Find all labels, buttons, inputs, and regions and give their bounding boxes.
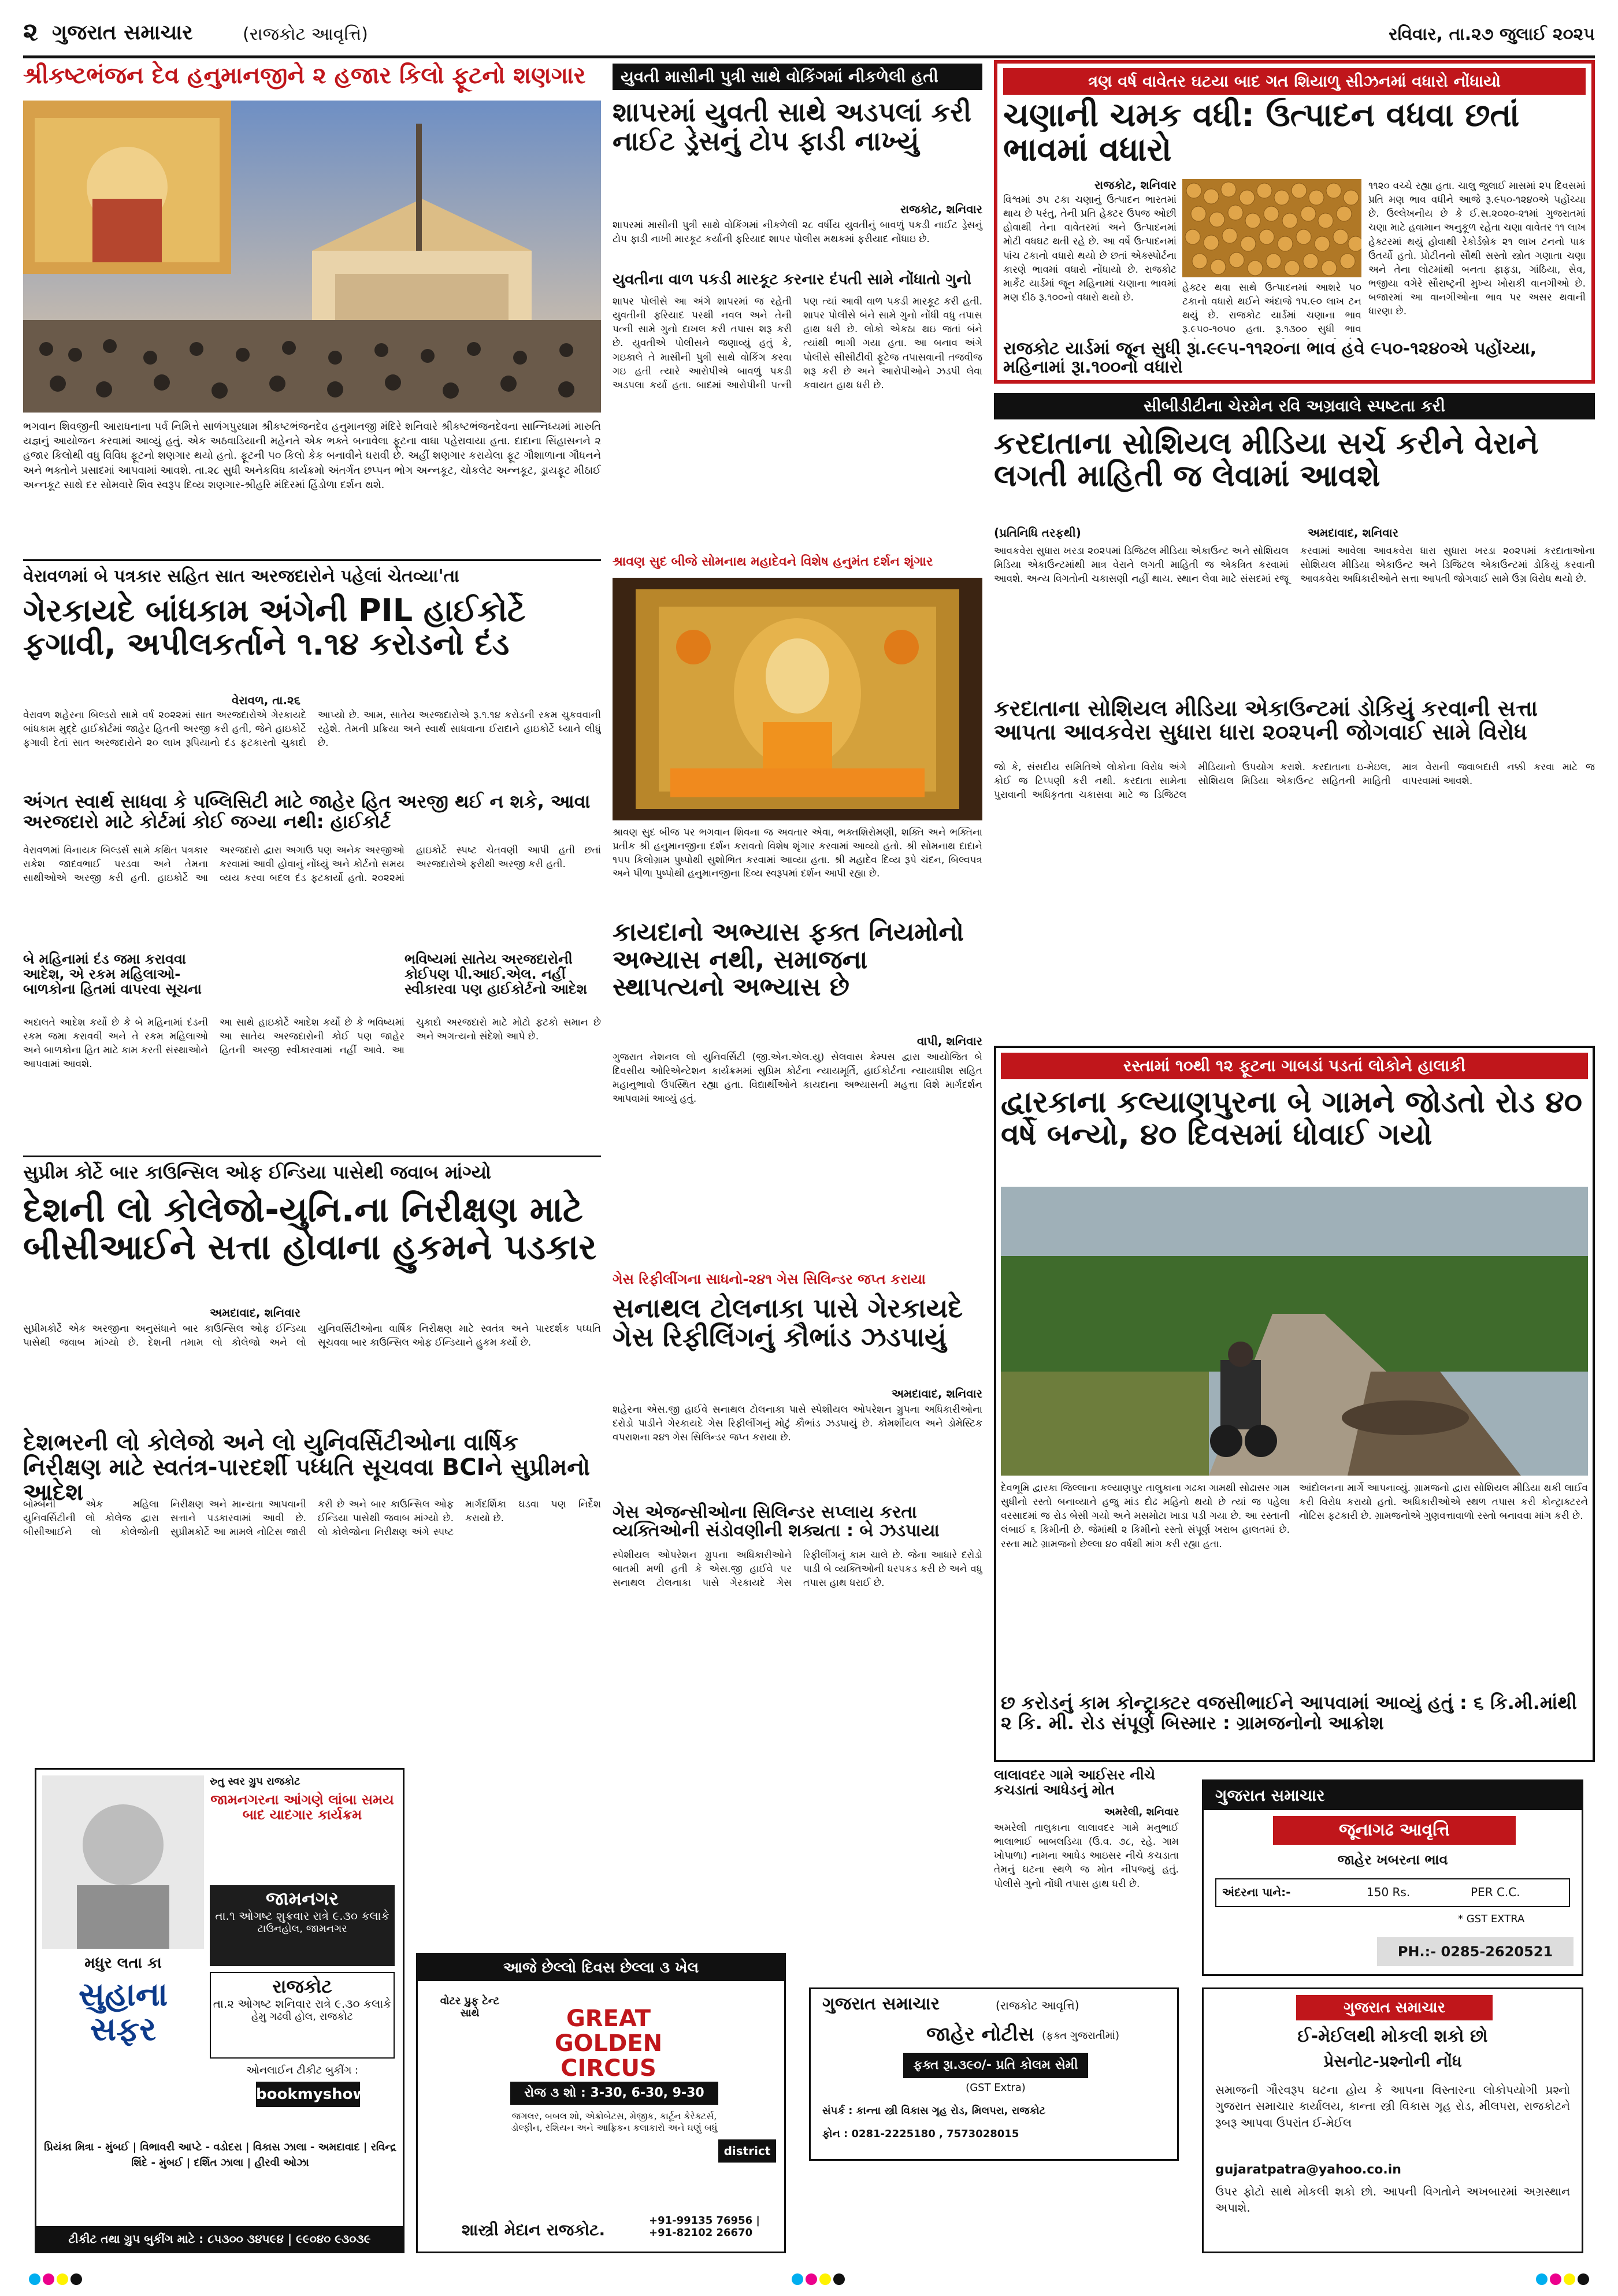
story-cbdt [994, 393, 1595, 1040]
junagadh-gst: * GST EXTRA [1458, 1913, 1525, 1925]
city-venue: ટાઉનહોલ, જામનગર [257, 1922, 347, 1935]
ad-tagline: જામનગરના આંગણે લાંબા સમય બાદ યાદગાર કાર્યક્રમ [210, 1792, 394, 1823]
ad-city-1 [210, 1885, 395, 1966]
story-law-study [613, 919, 982, 1265]
story-dateline: રાજકોટ, શનિવાર [900, 202, 982, 216]
road-photo [1001, 1187, 1588, 1476]
ad-booking-footer: ટીકીટ તથા ગ્રુપ બુકીંગ માટે : ૮૫૩૦૦ ૩૪૫૯૪ | ૯૯૦૪૦ ૯૩૦૩૯ [36, 2226, 403, 2252]
story-kicker: ત્રણ વર્ષ વાવેતર ઘટયા બાદ ગત શિયાળુ સીઝનમાં વધારો નોંધાયો [1003, 68, 1586, 95]
chickpea-photo [1182, 179, 1361, 277]
junagadh-phone: PH.:- 0285-2620521 [1377, 1937, 1574, 1966]
story-subhead: યુવતીના વાળ પકડી મારકૂટ કરનાર દંપતી સામે નોંધાતો ગુનો [613, 271, 972, 288]
notice-gst: (GST Extra) [966, 2082, 1026, 2094]
divider [23, 1156, 601, 1157]
junagadh-edition: જૂનાગઢ આવૃત્તિ [1273, 1816, 1516, 1845]
bookmyshow-badge: bookmyshow [256, 2082, 360, 2107]
city-venue: હેમુ ગઢવી હોલ, રાજકોટ [251, 2010, 354, 2023]
story-dateline: વેરાવળ, તા.૨૬ [231, 693, 300, 707]
temple-photo [23, 101, 601, 413]
somnath-photo [613, 578, 982, 820]
ad-subtitle: મધુર લતા કા [84, 1955, 162, 1972]
story-dateline: અમદાવાદ, શનિવાર [1308, 526, 1398, 540]
story-body: દેવભૂમિ દ્વારકા જિલ્લાના કલ્યાણપુર તાલુકાના ગઢકા ગામથી સોઢાસર ગામ સુધીનો રસ્તો બનાવ્યાને હજુ માંડ દોઢ મહિનો થયો છે ત્યાં જ પહેલા વરસાદમાં જ રોડ બેસી ગયો અને મસમોટા ખાડા પડી ગયા છે. આ રસ્તાની લંબાઈ ૬ કિમીની છે. જેમાંથી ૨ કિમીનો રસ્તો સંપૂર્ણ ખરાબ હાલતમાં છે. રસ્તા માટે ગ્રામજનો છેલ્લા ૪૦ વર્ષથી માંગ કરી રહ્યા હતા. [1001, 1483, 1290, 1550]
notice-paper: ગુજરાત સમાચાર [822, 1994, 940, 2014]
print-marks [23, 2271, 1595, 2288]
story-bci [23, 1161, 601, 1762]
story-body-2: જો કે, સંસદીય સમિતિએ લોકોના વિરોધ અંગે કોઈ જ ટિપ્પણી કરી નથી. કરદાતા સામેના પુરાવાની અધિકૃતતા ચકાસવા માટે જ ડિજિટલ મીડિયાનો ઉપયોગ કરાશે. કરદાતાના ઇ-મેઇલ, સોશિયલ મિડિયા એકાઉન્ટ સહિતની માહિતી માત્ર વેરાની જવાબદારી નક્કી કરવા માટે જ વાપરવામાં આવશે. [994, 761, 1595, 801]
road-illustration [1001, 1187, 1588, 1476]
city-date: તા.૧ ઓગષ્ટ શુક્રવાર રાત્રે ૯.૩૦ કલાકે [215, 1908, 389, 1923]
story-gas [613, 1271, 982, 1762]
notice-contact: સંપર્ક : કાન્તા સ્ત્રી વિકાસ ગૃહ રોડ, મિલપરા, રાજકોટ [822, 2105, 1046, 2117]
story-subhead-3: ભવિષ્યમાં સાતેય અરજદારોની કોઈપણ પી.આઈ.એલ. નહીં સ્વીકારવા પણ હાઈકોર્ટનો આદેશ [404, 951, 588, 997]
press-paper: ગુજરાત સમાચાર [1296, 1995, 1493, 2020]
circus-top-banner: આજે છેલ્લો દિવસ છેલ્લા ૩ ખેલ [418, 1955, 784, 1981]
story-body-2: શાપર પોલીસે આ અંગે શાપરમાં જ રહેતી યુવતીની ફરિયાદ પરથી નવલ અને તેની પત્ની સામે ગુનો દાખલ કરી તપાસ શરૂ કરી છે. યુવતીએ પોલીસને જણાવ્યું હતું કે, ગઇકાલે તે માસીની પુત્રી સાથે વોકિંગ કરવા ગઇ હતી ત્યારે આરોપીએ બાવળું પકડી અડપલા કર્યા હતા. બાદમાં આરોપીની પત્ની પણ ત્યાં આવી વાળ પકડી મારકૂટ કરી હતી. શાપર પોલીસે બંને સામે ગુનો નોંધી વધુ તપાસ હાથ ધરી છે. લોકો એકઠા થઇ જતાં બંને ત્યાંથી ભાગી ગયા હતા. આ બનાવ અંગે પોલીસે સીસીટીવી ફૂટેજ તપાસવાની તજવીજ શરૂ કરી છે અને આરોપીઓને ઝડપી લેવા કવાયત હાથ ધરી છે. [613, 296, 982, 391]
junagadh-title: જાહેર ખબરના ભાવ [1337, 1852, 1448, 1868]
story-body: વેરાવળ શહેરના બિલ્ડરો સામે વર્ષ ૨૦૨૨માં સાત અરજદારોએ ગેરકાયદે બાંધકામ મુદ્દે હાઈકોર્ટમાં જાહેર હિતની અરજી કરી હતી, જેને હાઇકોર્ટે ફગાવી દેતાં સાત અરજદારોને ૨૦ લાખ રૂપિયાનો દંડ ફટકારતો ચુકાદો આપ્યો છે. આમ, સાતેય અરજદારોએ રૂ.૧.૧૪ કરોડની રકમ ચુકવવાની રહેશે. તેમની પ્રક્રિયા અને સ્વાર્થ સાધવાના ઈરાદાને હાઇકોર્ટે ધ્યાને લીધું છે. [23, 709, 601, 749]
story-dateline: રાજકોટ, શનિવાર [1094, 178, 1177, 192]
story-subhead-2: બે મહિનામાં દંડ જમા કરાવવા આદેશ, એ રકમ મહિલાઓ-બાળકોના હિતમાં વાપરવા સૂચના [23, 951, 202, 997]
circus-tag: વોટર પ્રુફ ટેન્ટ સાથે [440, 1995, 500, 2019]
story-body-4: આ સાથે હાઇકોર્ટે આદેશ કર્યો છે કે ભવિષ્યમાં આ સાતેય અરજદારોની કોઈ પણ જાહેર હિતની અરજી સ્વીકારવામાં નહીં આવે. આ ચુકાદો અરજદારો માટે મોટો ફટકો સમાન છે અને અગત્યનો સંદેશો આપે છે. [220, 1017, 601, 1057]
story-body: સુપ્રીમકોર્ટે એક અરજીના અનુસંધાને બાર કાઉન્સિલ ઓફ ઈન્ડિયા પાસેથી જવાબ માંગ્યો છે. દેશની તમામ લો કોલેજો અને લો યુનિવર્સિટીઓના વાર્ષિક નિરીક્ષણ માટે સ્વતંત્ર અને પારદર્શક પધ્ધતિ સૂચવવા બાર કાઉન્સિલ ઓફ ઈન્ડિયાને હુકમ કર્યો છે. [23, 1323, 601, 1349]
chickpea-illustration [1182, 179, 1361, 277]
ad-city-2 [210, 1972, 395, 2059]
story-headline: ચણાની ચમક વધી: ઉત્પાદન વધવા છતાં ભાવમાં વધારો [1003, 96, 1520, 169]
story-body-3: ૧૧૨૦ વચ્ચે રહ્યા હતા. ચાલુ જુલાઈ માસમાં ૨૫ દિવસમાં પ્રતિ મણ ભાવ વધીને આજે રૂ.૯૫૦-૧૨૪૦એ પહોંચ્યા છે. ઉલ્લેખનીય છે કે ઈ.સ.૨૦૨૦-૨૧માં ગુજરાતમાં ચણા માટે હવામાન અનુકૂળ રહેતા ચણા વાવેતર ૧૧ લાખ હેક્ટરમાં થયું હોવાથી રેકોર્ડબ્રેક ૨૧ લાખ ટનનો પાક ઉતર્યો હતો. પ્રોટીનનો સૌથી સસ્તો સ્ત્રોત ગણાતા ચણા અને તેના લોટમાંથી બનતા ફાફડા, ગાંઠિયા, સેવ, ભજીયા વગેરે સૌરાષ્ટ્રની મુખ્ય ખોરાકી વાનગીઓ છે. બજારમાં આ વાનગીઓના ભાવ પર અસર થવાની ધારણા છે. [1368, 180, 1586, 318]
story-byline: (પ્રતિનિધિ તરફથી) [994, 526, 1081, 540]
registration-marks [23, 2271, 1595, 2288]
ad-junagadh-rates [1202, 1779, 1583, 1976]
divider [23, 559, 601, 561]
story-headline: કાયદાનો અભ્યાસ ફક્ત નિયમોનો અભ્યાસ નથી, સમાજના સ્થાપત્યનો અભ્યાસ છે [613, 917, 964, 1002]
story-kicker: રસ્તામાં ૧૦થી ૧૨ ફૂટના ગાબડાં પડતાં લોકોને હાલાકી [1001, 1053, 1588, 1079]
story-dateline: અમરેલી, શનિવાર [1104, 1806, 1179, 1818]
story-body: અમરેલી તાલુકાના લાલાવદર ગામે મનુભાઈ ભાલાભાઈ બાબલડિયા (ઉ.વ. ૭૮, રહે. ગામ ખોપાળા) નામના આધેડ આઇસર નીચે કચડાતા તેમનું ઘટના સ્થળે જ મોત નીપજ્યું હતું. પોલીસે ગુનો નોંધી તપાસ હાથ ધરી છે. [994, 1822, 1179, 1890]
story-headline: સનાથલ ટોલનાકા પાસે ગેરકાયદે ગેસ રિફીલિંગનું કૌભાંડ ઝડપાયું [613, 1292, 963, 1353]
story-kicker: વેરાવળમાં બે પત્રકાર સહિત સાત અરજદારોને પહેલાં ચેતવ્યા'તા [23, 566, 459, 586]
ad-press-note [1202, 1987, 1583, 2253]
header-rule [23, 55, 1595, 58]
story-pil [23, 566, 601, 1144]
circus-desc: જગલર, બબલ શો, એક્રોબેટસ, મેજીક, કાર્ટૂન કેરેક્ટર્સ, ડોલ્ફીન, રશિયન અને આફ્રિકન કલાકારો અને ઘણું બધું [511, 2111, 718, 2133]
edition-label: (રાજકોટ આવૃત્તિ) [243, 24, 368, 44]
story-headline: શ્રીકષ્ટભંજન દેવ હનુમાનજીને ૨ હજાર કિલો ફૂટનો શણગાર [23, 62, 586, 89]
notice-price: ફક્ત રૂા.૩૯૦/- પ્રતિ કોલમ સેમી [903, 2053, 1088, 2078]
press-body-2: ઉપર ફોટો સાથે મોકલી શકો છો. આપની વિગતોને અખબારમાં અગ્રસ્થાન અપાશે. [1215, 2184, 1570, 2215]
story-kicker: શ્રાવણ સુદ બીજે સોમનાથ મહાદેવને વિશેષ હનુમંત દર્શન શૃંગાર [613, 555, 933, 569]
story-kashtabhanjan [23, 64, 601, 555]
ad-suhana-safar [35, 1768, 404, 2253]
story-kicker: સુપ્રીમ કોર્ટે બાર કાઉન્સિલ ઓફ ઈન્ડિયા પાસેથી જવાબ માંગ્યો [23, 1161, 491, 1183]
press-body: સમાજની ગૌરવરૂપ ઘટના હોય કે આપના વિસ્તારના લોકોપયોગી પ્રશ્નો ગુજરાત સમાચાર કાર્યાલય, કાન્તા સ્ત્રી વિકાસ ગૃહ રોડ, મીલપરા, રાજકોટને રૂબરૂ આપવા ઉપરાંત ઈ-મેઈલ [1215, 2083, 1570, 2130]
story-body-2: વેરાવળમાં વિનાયક બિલ્ડર્સ સામે કથિત પત્રકાર રાકેશ જાદવભાઈ પરડવા અને તેમના સાથીઓએ અરજી કરી હતી. હાઇકોર્ટે આ અરજદારો દ્વારા અગાઉ પણ અનેક અરજીઓ કરવામાં આવી હોવાનું નોંધ્યું અને કોર્ટનો સમય વ્યય કરવા બદલ દંડ ફટકાર્યો હતો. ૨૦૨૨માં હાઇકોર્ટે સ્પષ્ટ ચેતવણી આપી હતી છતાં અરજદારોએ ફરીથી અરજી કરી હતી. [23, 845, 601, 885]
story-headline: દેશની લો કોલેજો-યુનિ.ના નિરીક્ષણ માટે બીસીઆઈને સત્તા હોવાના હુકમને પડકાર [23, 1190, 597, 1268]
story-headline: લાલાવદર ગામે આઈસર નીચે કચડાતાં આધેડનું મોત [994, 1767, 1156, 1798]
story-subhead: ગેસ એજન્સીઓના સિલિન્ડર સપ્લાય કરતા વ્યક્તિઓની સંડોવણીની શક્યતા : બે ઝડપાયા [613, 1502, 940, 1541]
junagadh-paper: ગુજરાત સમાચાર [1204, 1781, 1582, 1810]
story-subhead: કરદાતાના સોશિયલ મીડિયા એકાઉન્ટમાં ડોકિયું કરવાની સત્તા આપતા આવકવેરા સુધારા ધારા ૨૦૨૫ની જોગવાઈ સામે વિરોધ [994, 696, 1538, 745]
story-body: વિશ્વમાં ૭૫ ટકા ચણાનું ઉત્પાદન ભારતમાં થાય છે પરંતુ, તેની પ્રતિ હેક્ટર ઉપજ ઓછી હોવાથી તેના વાવેતરમાં અને ઉત્પાદનમાં મોટી વધઘટ થતી રહે છે. આ વર્ષે ઉત્પાદનમાં પાંચ ટકાનો વધારો થયો છે છતાં એક્સ્પોર્ટના કારણે ભાવમાં વધારો નોંધાયો છે. રાજકોટ માર્કેટ યાર્ડમાં જૂન મહિનામાં ચણાના ભાવમાં મણ દીઠ રૂ.૧૦૦નો વધારો થયો છે. [1003, 194, 1177, 303]
story-dwarka-road [994, 1046, 1595, 1762]
story-kicker: સીબીડીટીના ચેરમેન રવિ અગ્રવાલે સ્પષ્ટતા કરી [994, 393, 1595, 419]
notice-note: (ફક્ત ગુજરાતીમાં) [1042, 2030, 1119, 2042]
ad-circus [416, 1953, 786, 2253]
issue-date: રવિવાર, તા.૨૭ જુલાઈ ૨૦૨૫ [1389, 24, 1595, 44]
somnath-caption: શ્રાવણ સુદ બીજ પર ભગવાન શિવના જ અવતાર એવા, ભક્તશિરોમણી, શક્તિ અને ભક્તિના પ્રતીક શ્રી હનુમાનજીના દર્શન કરાવતો વિશેષ શૃંગાર કરવામાં આવ્યો હતો. શ્રી સોમનાથ દાદાને ૧૫૫ કિલોગ્રામ પુષ્પોથી સુશોભિત કરવામાં આવ્યા હતા. શ્રી મહાદેવ દિવ્ય રૂપે ચંદન, બિલ્વપત્ર અને પીળા પુષ્પોથી હનુમાનજીના દિવ્ય સ્વરૂપમાં દર્શન આપી રહ્યા છે. [613, 827, 982, 880]
ad-sponsor: રુતુ સ્વર ગ્રુપ રાજકોટ [210, 1775, 300, 1788]
story-dateline: અમદાવાદ, શનિવાર [892, 1387, 982, 1400]
story-dateline: વાપી, શનિવાર [916, 1034, 982, 1048]
story-kicker: ગેસ રિફીલીંગના સાધનો-૨૪૧ ગેસ સિલિન્ડર જપ્ત કરાયા [613, 1271, 926, 1287]
story-headline: ગેરકાયદે બાંધકામ અંગેની PIL હાઈકોર્ટે ફગાવી, અપીલકર્તાને ૧.૧૪ કરોડનો દંડ [23, 592, 526, 663]
story-subhead: દેશભરની લો કોલેજો અને લો યુનિવર્સિટીઓના વાર્ષિક નિરીક્ષણ માટે સ્વતંત્ર-પારદર્શી પધ્ધતિ સૂચવવા BCIને સુપ્રીમનો આદેશ [23, 1429, 591, 1506]
story-body-2: આંદોલનના માર્ગે આપનાવ્યું. ગ્રામજનો દ્વારા સોશિયલ મીડિયા થકી લાઈવ કરી વિરોધ કરાયો હતો. અધિકારીઓએ સ્થળ તપાસ કરી કોન્ટ્રાક્ટરને નોટિસ ફટકારી છે. ગ્રામજનોએ ગુણવત્તાવાળો રસ્તો બનાવવા માંગ કરી છે. [1299, 1483, 1588, 1522]
story-body-2: હેક્ટર થવા સાથે ઉત્પાદનમાં આશરે ૫૦ ટકાનો વધારો થઈને અંદાજે ૧૫.૯૦ લાખ ટન થયું છે. રાજકોટ યાર્ડમાં ચણાના ભાવ રૂ.૯૫૦-૧૦૫૦ હતા. રૂ.૧૩૦૦ સુધી ભાવ [1182, 282, 1361, 336]
press-title: ઈ-મેઈલથી મોકલી શકો છો [1297, 2026, 1488, 2046]
circus-shows: રોજ ૩ શો : 3-30, 6-30, 9-30 [510, 2082, 718, 2105]
temple-caption: ભગવાન શિવજીની આરાધનાના પર્વ નિમિત્તે સાળંગપુરધામ શ્રીકષ્ટભંજનદેવ હનુમાનજી મંદિરે શનિવારે શ્રીકષ્ટભંજનદેવના સાન્નિધ્યમાં મારુતિ યજ્ઞનું આયોજન કરવામાં આવ્યું હતું. એક અઠવાડિયાની મહેનતે એક ભક્તે બનાવેલા ફૂટના વાઘા પહેરાવાયા હતા. દાદાના સિંહાસનને ૨ હજાર કિલોથી વધુ વિવિધ ફૂટનો શણગાર થયો હતો. ફૂટની ૫૦ કિલો કેક બનાવીને ધરાવી છે. અહીં શણગાર કરાયેલા ફૂટ ગૌશાળાના ગૌધનને અને ભક્તોને પ્રસાદમાં આપવામાં આવશે. તા.૨૮ સુધી અનેકવિધ કાર્યક્રમો અંતર્ગત છપ્પન ભોગ અન્નકૂટ, ચોકલેટ અન્નકૂટ, ડ્રાયફૂટ મીઠાઈ અન્નકૂટ સાથે દર સોમવારે શિવ સ્વરૂપ દિવ્ય શણગાર-શ્રીહરિ મંદિરમાં હિંડોળા દર્શન થશે. [23, 421, 601, 491]
story-chana [994, 60, 1595, 384]
story-shapar [613, 64, 982, 555]
story-subhead: અંગત સ્વાર્થ સાધવા કે પબ્લિસિટી માટે જાહેર હિત અરજી થઈ ન શકે, આવા અરજદારો માટે કોર્ટમાં કોઈ જગ્યા નથી: હાઈકોર્ટ [23, 790, 591, 833]
circus-name: GREAT GOLDEN CIRCUS [554, 2005, 663, 2082]
somnath-illustration [613, 578, 982, 820]
rate-unit: PER C.C. [1471, 1885, 1520, 1899]
story-kicker: યુવતી માસીની પુત્રી સાથે વોકિંગમાં નીકળેલી હતી [613, 64, 982, 90]
rate-value: 150 Rs. [1367, 1885, 1411, 1899]
story-footer: છ કરોડનું કામ કોન્ટ્રાક્ટર વજસીભાઈને આપવામાં આવ્યું હતું : ૬ કિ.મી.માંથી ૨ કિ. મી. રોડ સંપૂર્ણ બિસ્માર : ગ્રામજનોનો આક્રોશ [1001, 1692, 1577, 1734]
circus-venue: શાસ્ત્રી મેદાન રાજકોટ. [461, 2220, 606, 2239]
paper-name: ગુજરાત સમાચાર [52, 21, 193, 44]
press-subtitle: પ્રેસનોટ-પ્રશ્નોની નોંધ [1323, 2052, 1462, 2071]
story-dateline: અમદાવાદ, શનિવાર [210, 1306, 300, 1320]
masthead [23, 18, 1595, 55]
press-email[interactable]: gujaratpatra@yahoo.co.in [1215, 2163, 1401, 2177]
ad-singers: પ્રિયંકા મિત્રા - મુંબઈ | વિભાવરી આપ્ટે - વડોદરા | વિકાસ ઝાલા - અમદાવાદ | રવિન્દ્ર શિંદે - મુંબઈ | દર્શિત ઝાલા | હીરવી ઓઝા [44, 2141, 396, 2169]
story-body-2: બોમ્બેની એક મહિલા યુનિવર્સિટીની લો કોલેજ દ્વારા બીસીઆઈને લો કોલેજોની નિરીક્ષણ અને માન્યતા આપવાની સત્તાને પડકારવામાં આવી છે. સુપ્રીમકોર્ટે આ મામલે નોટિસ જારી કરી છે અને બાર કાઉન્સિલ ઓફ ઈન્ડિયા પાસેથી જવાબ માંગ્યો છે. લો કોલેજોના નિરીક્ષણ અંગે સ્પષ્ટ માર્ગદર્શિકા ઘડવા પણ નિર્દેશ કરાયો છે. [23, 1499, 601, 1539]
story-somnath [613, 555, 982, 913]
city-name: રાજકોટ [272, 1975, 332, 1997]
page-number: ૨ [23, 17, 38, 47]
story-body-2: સ્પેશીયલ ઓપરેશન ગ્રુપના અધિકારીઓને બાતમી મળી હતી કે એસ.જી હાઈવે પર સનાથલ ટોલનાકા પાસે ગેરકાયદે ગેસ રિફીલીંગનું કામ ચાલે છે. જેના આધારે દરોડો પાડી બે વ્યક્તિઓની ધરપકડ કરી છે અને વધુ તપાસ હાથ ધરાઈ છે. [613, 1550, 982, 1589]
notice-edition: (રાજકોટ આવૃત્તિ) [996, 1998, 1079, 2012]
story-body: શહેરના એસ.જી હાઈવે સનાથલ ટોલનાકા પાસે સ્પેશીયલ ઓપરેશન ગ્રુપના અધિકારીઓના દરોડો પાડીને ગેરકાયદે ગેસ રિફીલીંગનું મોટું કૌભાંડ ઝડપાયું છે. કોમર્શીયલ અને ડોમેસ્ટિક વપરાશના ૨૪૧ ગેસ સિલિન્ડર જપ્ત કરાયા છે. [613, 1404, 982, 1444]
story-body: ગુજરાત નેશનલ લો યુનિવર્સિટી (જી.એન.એલ.યુ) સેલવાસ કેમ્પસ દ્વારા આયોજિત બે દિવસીય ઓરિએન્ટેશન કાર્યક્રમમાં સુપ્રિમ કોર્ટના ન્યાયમૂર્તિ, હાઈકોર્ટના ન્યાયાધીશ સહિત મહાનુભાવો ઉપસ્થિત રહ્યા હતા. વિદ્યાર્થીઓને કાયદાના અભ્યાસની મહત્તા વિશે માર્ગદર્શન આપવામાં આવ્યું હતું. [613, 1052, 982, 1105]
story-body: આવકવેરા સુધારા ખરડા ૨૦૨૫માં ડિજિટલ મીડિયા એકાઉન્ટ અને સોશિયલ મિડિયા એકાઉન્ટમાંથી માત્ર વેરાને લગતી માહિતી જ એકત્રિત કરવામાં આવશે. અન્ય વિગતોની ચકાસણી નહીં થાય. સ્થાન લેવા માટે સંસદમાં રજૂ કરવામાં આવેલા આવકવેરા ધારા સુધારા ખરડા ૨૦૨૫માં કરદાતાઓના સોશિયલ મીડિયા એકાઉન્ટ અને ડિજિટલ એકાઉન્ટમાં ડોકિયું કરવાની આવકવેરા અધિકારીઓને સત્તા આપતી જોગવાઈ સામે ઉગ્ર વિરોધ થયો છે. [994, 545, 1595, 585]
portrait-illustration [42, 1775, 204, 1949]
story-headline: કરદાતાના સોશિયલ મીડિયા સર્ચ કરીને વેરાને લગતી માહિતી જ લેવામાં આવશે [994, 426, 1539, 494]
story-headline: દ્વારકાના કલ્યાણપુરના બે ગામને જોડતો રોડ ૪૦ વર્ષે બન્યો, ૪૦ દિવસમાં ધોવાઈ ગયો [1001, 1085, 1583, 1153]
circus-phones: +91-99135 76956 | +91-82102 26670 [649, 2215, 760, 2239]
junagadh-rate-row [1215, 1878, 1570, 1907]
story-footer: રાજકોટ યાર્ડમાં જૂન સુધી રૂા.૯૯૫-૧૧૨૦ના ભાવ હવે ૯૫૦-૧૨૪૦એ પહોંચ્યા, મહિનામાં રૂા.૧૦૦નો વધારો [1003, 339, 1537, 378]
city-date: તા.૨ ઓગષ્ટ શનિવાર રાત્રે ૯.૩૦ કલાકે [213, 1996, 392, 2011]
story-body: શાપરમાં માસીની પુત્રી સાથે વોકિંગમાં નીકળેલી ૨૮ વર્ષીય યુવતીનું બાવળું પકડી નાઈટ ડ્રેસનું ટોપ ફાડી નાખી મારકૂટ કર્યાની ફરિયાદ શાપર પોલીસ મથકમાં ફરીયાદ નોંધાઇ છે. [613, 220, 982, 246]
lata-portrait [42, 1775, 204, 1949]
notice-title: જાહેર નોટીસ [926, 2023, 1034, 2046]
circus-tickets: district [718, 2139, 776, 2163]
rate-label: અંદરના પાને:- [1222, 1885, 1291, 1899]
temple-illustration [23, 101, 601, 413]
story-headline: શાપરમાં યુવતી સાથે અડપલાં કરી નાઈટ ડ્રેસનું ટોપ ફાડી નાખ્યું [613, 96, 972, 157]
city-name: જામનગર [266, 1888, 339, 1909]
ad-title: સુહાના સફર [78, 1976, 168, 2049]
story-body-3: અદાલતે આદેશ કર્યો છે કે બે મહિનામાં દંડની રકમ જમા કરાવવી અને તે રકમ મહિલાઓ અને બાળકોના હિત માટે કામ કરતી સંસ્થાઓને આપવામાં આવશે. [23, 1017, 208, 1071]
ad-online-label: ઓનલાઈન ટીકીટ બુકીંગ : [246, 2064, 359, 2076]
notice-phone: ફોન : 0281-2225180 , 7573028015 [822, 2128, 1019, 2140]
ad-public-notice [809, 1987, 1179, 2161]
